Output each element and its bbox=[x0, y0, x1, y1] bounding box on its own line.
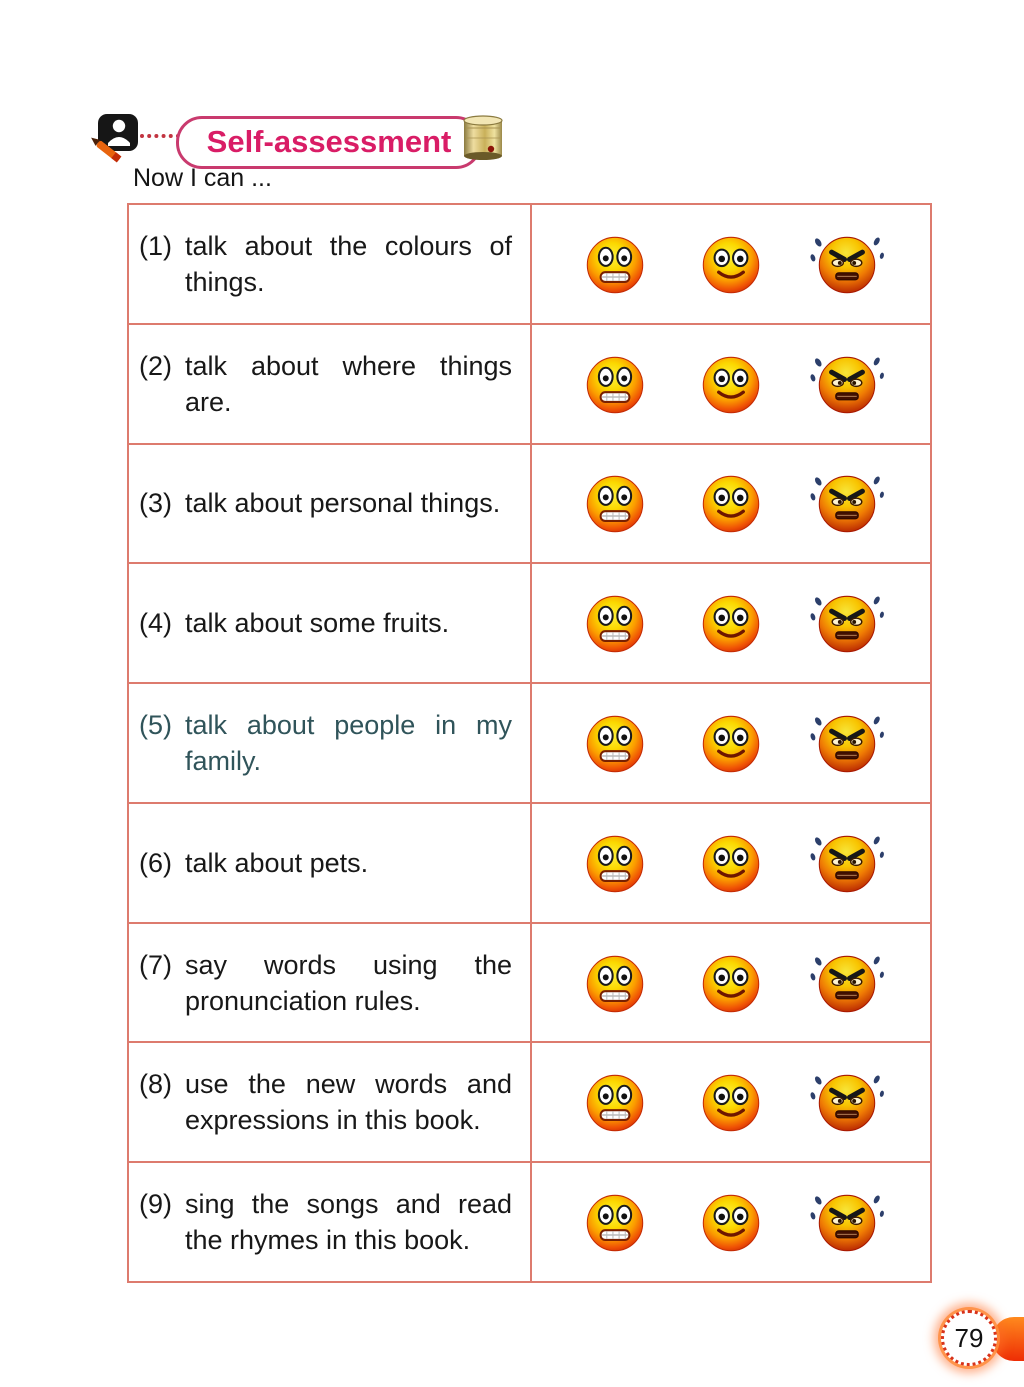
person-pencil-icon bbox=[86, 110, 142, 164]
skill-text: talk about where things are. bbox=[185, 350, 512, 417]
skill-text: talk about the colours of things. bbox=[185, 230, 512, 297]
grin-face-icon[interactable] bbox=[576, 1186, 654, 1258]
angry-face-icon[interactable] bbox=[808, 228, 886, 300]
smile-face-icon[interactable] bbox=[692, 1186, 770, 1258]
table-row bbox=[129, 1163, 930, 1281]
table-row bbox=[129, 445, 930, 565]
rating-cell bbox=[530, 325, 930, 443]
skill-label bbox=[139, 605, 512, 641]
grin-face-icon[interactable] bbox=[576, 707, 654, 779]
skill-cell bbox=[129, 924, 530, 1042]
row-number: (9) bbox=[139, 1189, 172, 1220]
row-number: (8) bbox=[139, 1069, 172, 1100]
smile-face-icon[interactable] bbox=[692, 587, 770, 659]
table-row bbox=[129, 1043, 930, 1163]
smile-face-icon[interactable] bbox=[692, 947, 770, 1019]
angry-face-icon[interactable] bbox=[808, 1066, 886, 1138]
skill-label bbox=[139, 845, 512, 881]
row-number: (2) bbox=[139, 350, 172, 381]
rating-cell bbox=[530, 1043, 930, 1161]
table-row bbox=[129, 325, 930, 445]
rating-cell bbox=[530, 564, 930, 682]
angry-face-icon[interactable] bbox=[808, 467, 886, 539]
skill-label bbox=[139, 485, 512, 521]
skill-cell bbox=[129, 1163, 530, 1281]
row-number: (6) bbox=[139, 847, 172, 878]
rating-cell bbox=[530, 1163, 930, 1281]
grin-face-icon[interactable] bbox=[576, 467, 654, 539]
table-row bbox=[129, 804, 930, 924]
skill-text: use the new words and expressions in this book. bbox=[185, 1069, 512, 1136]
assessment-table bbox=[127, 203, 932, 1283]
grin-face-icon[interactable] bbox=[576, 348, 654, 420]
angry-face-icon[interactable] bbox=[808, 587, 886, 659]
skill-text: say words using the pronunciation rules. bbox=[185, 949, 512, 1016]
table-row bbox=[129, 924, 930, 1044]
page-number-badge bbox=[941, 1310, 997, 1366]
angry-face-icon[interactable] bbox=[808, 707, 886, 779]
smile-face-icon[interactable] bbox=[692, 348, 770, 420]
rating-cell bbox=[530, 924, 930, 1042]
smile-face-icon[interactable] bbox=[692, 228, 770, 300]
row-number: (7) bbox=[139, 949, 172, 980]
grin-face-icon[interactable] bbox=[576, 827, 654, 899]
skill-cell bbox=[129, 684, 530, 802]
smile-face-icon[interactable] bbox=[692, 707, 770, 779]
rating-cell bbox=[530, 445, 930, 563]
scroll-icon bbox=[460, 112, 506, 164]
skill-label bbox=[139, 707, 512, 779]
table-row bbox=[129, 564, 930, 684]
skill-label bbox=[139, 228, 512, 300]
section-title: Self-assessment bbox=[206, 123, 452, 159]
section-title-pill bbox=[176, 116, 482, 169]
row-number: (1) bbox=[139, 230, 172, 261]
skill-cell bbox=[129, 564, 530, 682]
skill-text: talk about pets. bbox=[185, 847, 369, 878]
rating-cell bbox=[530, 804, 930, 922]
row-number: (5) bbox=[139, 710, 172, 741]
skill-text: sing the songs and read the rhymes in this book. bbox=[185, 1189, 512, 1256]
rating-cell bbox=[530, 684, 930, 802]
skill-cell bbox=[129, 804, 530, 922]
skill-label bbox=[139, 1066, 512, 1138]
skill-label bbox=[139, 947, 512, 1019]
grin-face-icon[interactable] bbox=[576, 228, 654, 300]
grin-face-icon[interactable] bbox=[576, 1066, 654, 1138]
table-row bbox=[129, 684, 930, 804]
skill-cell bbox=[129, 205, 530, 323]
skill-cell bbox=[129, 325, 530, 443]
skill-text: talk about people in my family. bbox=[185, 710, 512, 777]
grin-face-icon[interactable] bbox=[576, 947, 654, 1019]
skill-label bbox=[139, 1186, 512, 1258]
rating-cell bbox=[530, 205, 930, 323]
grin-face-icon[interactable] bbox=[576, 587, 654, 659]
angry-face-icon[interactable] bbox=[808, 348, 886, 420]
row-number: (3) bbox=[139, 488, 172, 519]
row-number: (4) bbox=[139, 608, 172, 639]
dotted-connector-line bbox=[140, 134, 180, 138]
skill-label bbox=[139, 348, 512, 420]
smile-face-icon[interactable] bbox=[692, 467, 770, 539]
skill-text: talk about some fruits. bbox=[185, 608, 450, 639]
subtitle: Now I can ... bbox=[133, 164, 272, 192]
table-row bbox=[129, 205, 930, 325]
skill-text: talk about personal things. bbox=[185, 488, 501, 519]
angry-face-icon[interactable] bbox=[808, 947, 886, 1019]
angry-face-icon[interactable] bbox=[808, 1186, 886, 1258]
smile-face-icon[interactable] bbox=[692, 827, 770, 899]
angry-face-icon[interactable] bbox=[808, 827, 886, 899]
page-number: 79 bbox=[954, 1322, 984, 1353]
skill-cell bbox=[129, 1043, 530, 1161]
smile-face-icon[interactable] bbox=[692, 1066, 770, 1138]
skill-cell bbox=[129, 445, 530, 563]
